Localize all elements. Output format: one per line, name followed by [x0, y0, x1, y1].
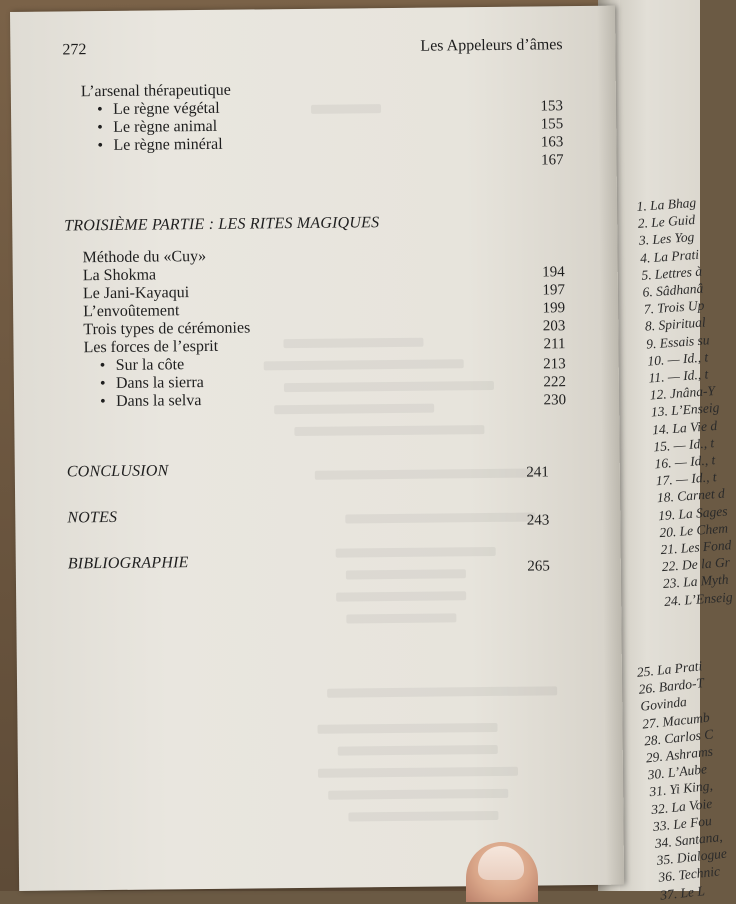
bibliography-line: 27. Macumb: [641, 709, 711, 732]
toc-page-number: 197: [542, 282, 566, 299]
bibliography-line: 30. L’Aube: [646, 761, 708, 783]
bibliography-line: 8. Spiritual: [644, 314, 707, 335]
bibliography-line: 18. Carnet d: [656, 486, 726, 506]
bibliography-line: 4. La Prati: [639, 246, 700, 266]
bibliography-line: 28. Carlos C: [643, 726, 714, 749]
toc-page-number: 265: [527, 558, 550, 575]
bibliography-line: 16. — Id., t: [654, 452, 716, 472]
right-page-list-one: [636, 193, 736, 610]
running-title: Les Appeleurs d’âmes: [420, 36, 563, 55]
bibliography-line: 24. L’Enseig: [663, 588, 734, 609]
right-page-list-two: [636, 657, 731, 904]
bibliography-line: 1. La Bhag: [636, 194, 697, 214]
page-number: 272: [62, 41, 87, 59]
bibliography-line: 7. Trois Up: [643, 297, 705, 317]
toc-page-number: 222: [543, 374, 566, 391]
bibliography-line: 10. — Id., t: [646, 349, 709, 369]
toc-page-number: 213: [543, 356, 566, 373]
toc-page-number: 199: [542, 300, 566, 317]
bibliography-line: 32. La Voie: [650, 795, 713, 817]
bibliography-line: 36. Technic: [657, 863, 721, 886]
bibliography-line: 3. Les Yog: [638, 229, 695, 249]
bibliography-line: 25. La Prati: [636, 658, 703, 680]
toc-page-number: 155: [540, 116, 564, 133]
bibliography-line: 17. — Id., t: [655, 469, 717, 489]
toc-page-number: 243: [526, 512, 550, 529]
toc-entry: Le Jani-Kayaqui: [82, 284, 190, 303]
bibliography-line: 12. Jnâna-Y: [649, 383, 716, 403]
toc-entry: Méthode du «Cuy»: [82, 247, 207, 267]
toc-entry: • Le règne végétal: [97, 100, 220, 119]
bibliography-line: 2. Le Guid: [637, 212, 696, 232]
bibliography-line: 29. Ashrams: [645, 743, 714, 766]
left-page: [10, 6, 624, 891]
bibliography-line: 9. Essais su: [645, 331, 710, 352]
bibliography-line: 19. La Sages: [657, 503, 728, 523]
bibliography-line: 5. Lettres à: [640, 263, 703, 283]
toc-page-number: 194: [542, 264, 565, 281]
part-title: TROISIÈME PARTIE : LES RITES MAGIQUES: [64, 214, 380, 235]
toc-page-number: 153: [540, 98, 564, 115]
back-matter-heading: NOTES: [67, 508, 118, 527]
bibliography-line: 6. Sâdhanâ: [642, 280, 704, 300]
bibliography-line: 13. L’Enseig: [650, 400, 720, 420]
toc-page-number: 230: [543, 392, 567, 409]
toc-entry: • Le règne minéral: [97, 136, 222, 155]
toc-entry: La Shokma: [82, 266, 157, 285]
toc-sub-entry: • Dans la selva: [100, 392, 201, 411]
toc-page-number: 211: [543, 336, 566, 353]
bibliography-line: 23. La Myth: [662, 571, 729, 592]
section-heading: L’arsenal thérapeutique: [80, 81, 231, 101]
bibliography-line: 21. Les Fond: [660, 537, 732, 558]
toc-page-number: 163: [540, 134, 564, 151]
bibliography-line: 33. Le Fou: [652, 812, 713, 834]
right-page: [612, 0, 734, 903]
bibliography-line: Govinda: [639, 694, 688, 715]
toc-entry: • Le règne animal: [97, 118, 217, 137]
toc-entry: Trois types de cérémonies: [83, 319, 251, 339]
bibliography-line: 15. — Id., t: [652, 435, 715, 455]
toc-entry: Les forces de l’esprit: [83, 337, 219, 357]
bibliography-line: 26. Bardo-T: [637, 675, 705, 698]
back-matter-heading: CONCLUSION: [66, 462, 169, 481]
toc-entry: L’envoûtement: [83, 302, 180, 321]
bibliography-line: 11. — Id., t: [648, 366, 709, 386]
bibliography-line: 22. De la Gr: [661, 554, 731, 575]
bibliography-line: 20. Le Chem: [658, 520, 729, 541]
toc-sub-entry: • Dans la sierra: [100, 374, 204, 393]
toc-page-number: 167: [540, 152, 564, 169]
bibliography-line: 14. La Vie d: [651, 417, 718, 438]
toc-page-number: 241: [526, 464, 549, 481]
bibliography-line: 34. Santana,: [654, 828, 724, 852]
bibliography-line: 37. Le L: [659, 882, 706, 903]
toc-sub-entry: • Sur la côte: [100, 356, 185, 375]
bibliography-line: 35. Dialogue: [655, 845, 728, 869]
bibliography-line: 31. Yi King,: [648, 778, 714, 800]
toc-page-number: 203: [542, 318, 566, 335]
back-matter-heading: BIBLIOGRAPHIE: [67, 554, 189, 573]
